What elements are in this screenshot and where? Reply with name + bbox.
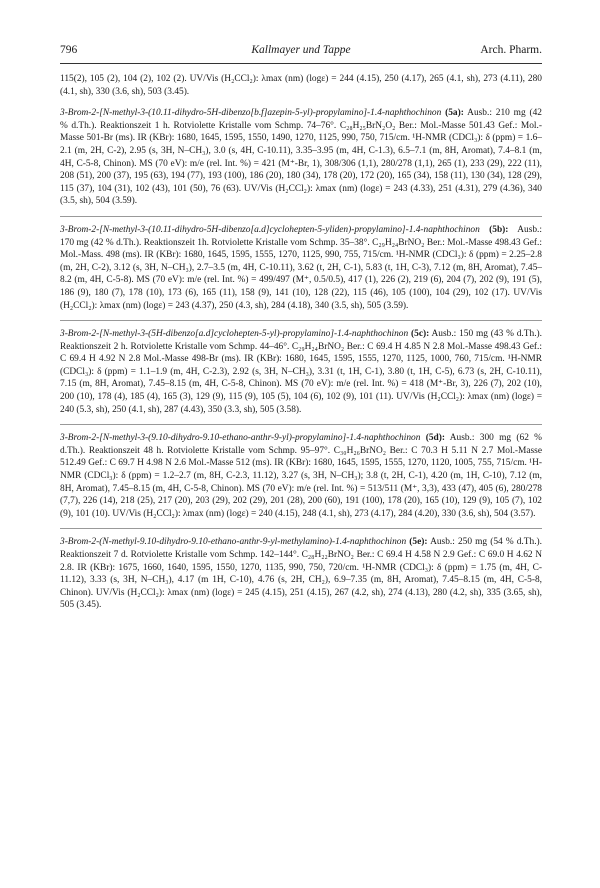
compound-name: 3-Brom-2-[N-methyl-3-(10.11-dihydro-5H-dibenzo[b.f]azepin-5-yl)-propylamino]-1.4-naphthochinon [60,108,446,119]
compound-name: 3-Brom-2-(N-methyl-9.10-dihydro-9.10-ethano-anthr-9-yl-methylamino)-1.4-naphthochinon [60,537,410,548]
compound-data: Ausb.: 250 mg (54 % d.Th.). Reaktionszeit 7 d. Rotviolette Kristalle vom Schmp. 142–144°. C₂₈H₂₂BrNO₂ Ber.: C 69.4 H 4.58 N 2.9 Gef.: C 69.0 H 4.62 N 2.8. IR (KBr): 1675, 1660, 1640, 1595, 1550, 1270, 1135, 990, 750, 720/cm. ¹H-NMR (CDCl₃): δ (ppm) = 1.75 (m, 4H, C-11.12), 3.33 (s, 3H, N–CH₃), 4.17 (m 1H, C-10), 4.76 (s, 2H, CH₂), 6.9–7.35 (m, 8H, Aromat), 7.45–8.15 (m, 4H, C-5-8, Chinon). UV/Vis (H₂CCl₂): λmax (nm) (logε) = 245 (4.15), 251 (4.15), 267 (4.2, sh), 274 (4.13), 280 (4.2, sh), 335 (3.65, sh), 505 (3.45). [60,537,542,611]
compound-entry [60,224,542,312]
compound-data: Ausb.: 210 mg (42 % d.Th.). Reaktionszeit 1 h. Rotviolette Kristalle vom Schmp. 74–76°. C₂₈H₂₅BrN₂O₂ Ber.: Mol.-Masse 501.43 Gef.: Mol.-Masse 501-Br (ms). IR (KBr): 1680, 1645, 1595, 1550, 1490, 1270, 1125, 990, 750, 715/cm. ¹H-NMR (CDCl₃): δ (ppm) = 1.6–2.1 (m, 2H, C-2), 2.95 (s, 3H, N–CH₃), 3.0 (s, 4H, C-10.11), 3.35–3.95 (m, 4H, C-1.3), 6.5–7.1 (m, 8H, Aromat), 7.4–8.1 (m, 4H, C-5-8, Chinon). MS (70 eV): m/e (rel. Int. %) = 421 (M⁺-Br, 1), 308/306 (1,1), 280/278 (1,1), 265 (1), 233 (29), 222 (11), 208 (51), 200 (37), 195 (63), 194 (77), 193 (100), 186 (20), 180 (34), 178 (20), 172 (20), 165 (34), 158 (11), 130 (34), 128 (29), 115 (37), 104 (31), 102 (43), 101 (50), 76 (63). UV/Vis (H₂CCl₂): λmax (nm) (logε) = 243 (4.33), 251 (4.31), 279 (4.36), 340 (3.5, sh), 504 (3.59). [60,108,542,207]
compound-entry [60,432,542,520]
compound-name: 3-Brom-2-[N-methyl-3-(5H-dibenzo[a.d]cyclohepten-5-yl)-propylamino]-1.4-naphthochinon [60,329,412,340]
entry-separator [60,528,542,529]
compound-label: (5c): [411,329,430,340]
compound-entry [60,328,542,416]
compound-name: 3-Brom-2-[N-methyl-3-(10.11-dihydro-5H-dibenzo[a.d]cyclohepten-5-yliden)-propylamino]-1.4-naphthochinon [60,224,490,235]
compound-entry [60,536,542,612]
entry-separator [60,320,542,321]
compound-label: (5b): [489,224,509,235]
compound-list [60,107,542,612]
header-rule [60,63,542,64]
page-number: 796 [60,44,78,56]
page [60,44,542,620]
entry-separator [60,424,542,425]
entry-separator [60,216,542,217]
running-header [60,44,542,60]
compound-data: Ausb.: 170 mg (42 % d.Th.). Reaktionszeit 1h. Rotviolette Kristalle vom Schmp. 35–38°. C₂₉H₂₄BrNO₂ Ber.: Mol.-Masse 498.43 Gef.: Mol.-Mass. 498 (ms). IR (KBr): 1680, 1645, 1595, 1555, 1270, 1125, 990, 755, 715/cm. ¹H-NMR (CDCl₃): δ (ppm) = 2.25–2.8 (m, 2H, C-2), 3.12 (s, 3H, N–CH₃), 2.7–3.5 (m, 4H, C-10.11), 3.62 (t, 2H, C-1), 5.83 (t, 1H, C-3), 7.12 (m, 8H, Aromat), 7.45–8.2 (m, 4H, C-5-8). MS (70 eV): m/e (rel. Int. %) = 499/497 (M⁺, 0.5/0.5), 417 (1), 226 (2), 219 (6), 204 (7), 202 (9), 191 (5), 186 (9), 180 (7), 178 (10), 173 (6), 165 (11), 158 (9), 141 (10), 128 (22), 115 (46), 105 (100), 104 (29), 102 (17). UV/Vis (H₂CCl₂): λmax (nm) (logε) = 243 (4.37), 250 (4.3, sh), 284 (4.18), 340 (3.5, sh), 505 (3.59). [60,224,542,311]
compound-label: (5d): [425,433,445,444]
running-header-journal: Arch. Pharm. [480,44,542,56]
compound-data: Ausb.: 150 mg (43 % d.Th.). Reaktionszeit 2 h. Rotviolette Kristalle vom Schmp. 44–46°. C₂₉H₂₄BrNO₂ Ber.: C 69.4 H 4.85 N 2.8 Mol.-Masse 498.43 Gef.: C 69.4 H 4.92 N 2.8 Mol.-Masse 498-Br (ms). IR (KBr): 1680, 1645, 1595, 1555, 1270, 1125, 1000, 760, 715/cm. ¹H-NMR (CDCl₃): δ (ppm) = 1.1–1.9 (m, 4H, C-2.3), 2.92 (s, 3H, N–CH₃), 3.31 (t, 1H, C-1), 3.80 (t, 1H, C-5), 6.73 (s, 2H, C-10.11), 7.15 (m, 8H, Aromat), 7.45–8.15 (m, 4H, C-5-8, Chinon). MS (70 eV): m/e (rel. Int. %) = 418 (M⁺-Br, 3), 226 (7), 202 (10), 200 (10), 178 (4), 185 (4), 165 (3), 129 (9), 115 (9), 105 (5), 104 (6), 102 (9), 101 (11). UV/Vis (H₂CCl₂): λmax (nm) (logε) = 240 (5.3, sh), 250 (4.1, sh), 287 (4.43), 350 (3.3, sh), 505 (3.58). [60,329,543,415]
compound-name: 3-Brom-2-[N-methyl-3-(9.10-dihydro-9.10-ethano-anthr-9-yl)-propylamino]-1.4-naphthochinon [60,433,426,444]
running-header-authors: Kallmayer und Tappe [251,44,351,56]
continued-paragraph: 115(2), 105 (2), 104 (2), 102 (2). UV/Vis (H₂CCl₂): λmax (nm) (logε) = 244 (4.15), 250 (4.17), 265 (4.1, sh), 273 (4.11), 280 (4.1, sh), 330 (3.6, sh), 503 (3.45). [60,74,542,97]
compound-data: Ausb.: 300 mg (62 % d.Th.). Reaktionszeit 48 h. Rotviolette Kristalle vom Schmp. 95–97°. C₃₀H₂₆BrNO₂ Ber.: C 70.3 H 5.11 N 2.7 Mol.-Masse 512.49 Gef.: C 69.7 H 4.98 N 2.6 Mol.-Masse 512 (ms). IR (KBr): 1680, 1645, 1595, 1555, 1270, 1120, 1005, 755, 715/cm. ¹H-NMR (CDCl₃): δ (ppm) = 1.2–2.7 (m, 8H, C-2.3, 11.12), 3.27 (s, 3H, N–CH₃); 3.8 (t, 2H, C-1), 4.20 (m, 1H, C-10), 7.12 (m, 8H, Aromat), 7.45–8.15 (m, 4H, C-5-8, Chinon). MS (70 eV): m/e (rel. Int. %) = 513/511 (M⁺, 3,3), 433 (47), 405 (6), 280/278 (7,7), 226 (14), 218 (25), 217 (20), 203 (29), 202 (29), 201 (28), 200 (60), 191 (100), 178 (20), 165 (10), 129 (9), 105 (7), 102 (9), 101 (10). UV/Vis (H₂CCl₂): λmax (nm) (logε) = 240 (4.15), 248 (4.1, sh), 273 (4.17), 284 (4.20), 330 (3.6, sh), 504 (3.57). [60,433,542,519]
compound-label: (5e): [409,537,428,548]
compound-label: (5a): [445,108,464,119]
compound-entry [60,107,542,208]
